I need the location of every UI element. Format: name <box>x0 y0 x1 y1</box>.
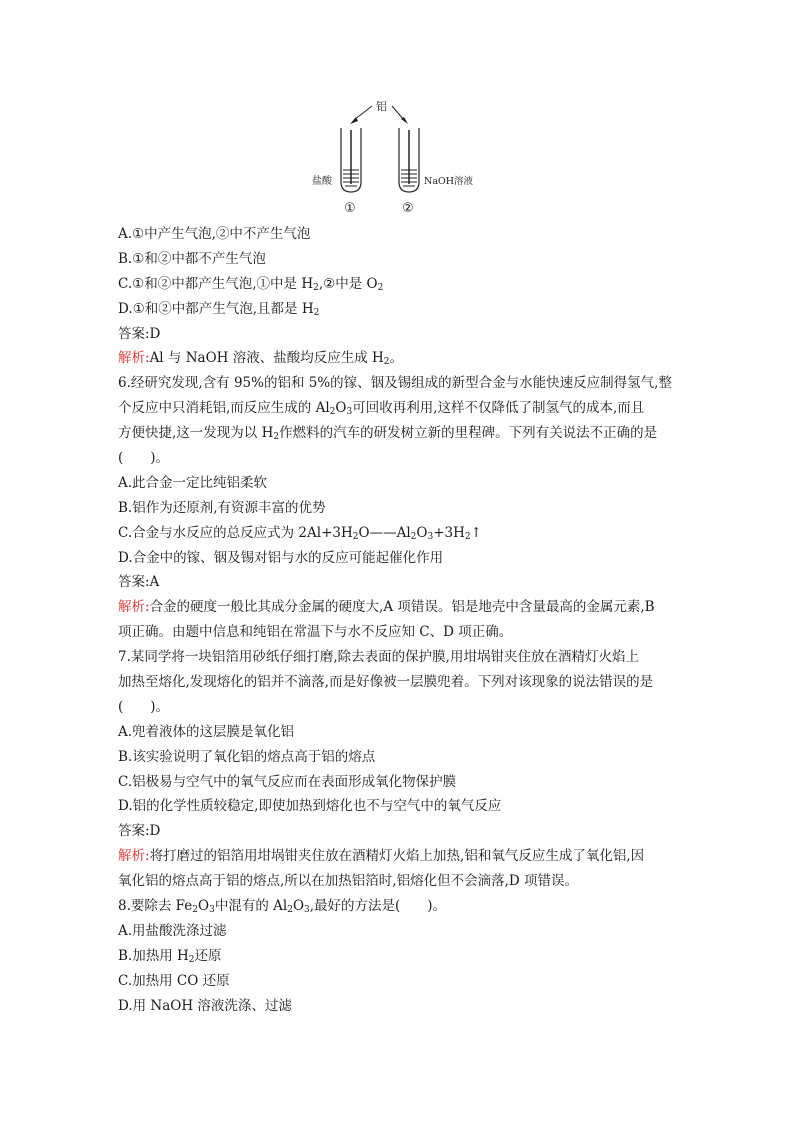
q8-option-d: D.用 NaOH 溶液洗涤、过滤 <box>118 997 292 1014</box>
test-tube-figure <box>300 98 474 218</box>
q5-option-d: D.①和②中都产生气泡,且都是 $H_2$ <box>118 300 320 318</box>
q5-analysis: 解析:Al 与 NaOH 溶液、盐酸均反应生成 $H_2$。 <box>118 350 404 368</box>
q6-stem-line1: 6.经研究发现,含有 95%的铝和 5%的镓、铟及锡组成的新型合金与水能快速反应制得氢气,整 <box>118 375 672 392</box>
analysis-label: 解析: <box>118 848 150 865</box>
q7-stem-line2: 加热至熔化,发现熔化的铝并不滴落,而是好像被一层膜兜着。下列对该现象的说法错误的是 <box>118 674 654 691</box>
tube-number-2: ② <box>402 201 414 216</box>
q7-answer: 答案:D <box>118 823 161 840</box>
q7-option-b: B.该实验说明了氧化铝的熔点高于铝的熔点 <box>118 748 376 765</box>
q7-option-a: A.兜着液体的这层膜是氧化铝 <box>118 723 295 740</box>
q8-option-a: A.用盐酸洗涤过滤 <box>118 922 227 939</box>
document-body <box>118 222 698 1019</box>
q6-analysis-line1: 解析:合金的硬度一般比其成分金属的硬度大,A 项错误。铝是地壳中含量最高的金属元素,B <box>118 599 655 616</box>
q6-answer: 答案:A <box>118 574 160 591</box>
q6-option-b: B.铝作为还原剂,有资源丰富的优势 <box>118 499 326 516</box>
analysis-label: 解析: <box>118 599 150 616</box>
test-tube-diagram <box>300 98 474 218</box>
q8-option-b: B.加热用 $H_2$还原 <box>118 947 222 965</box>
q6-option-a: A.此合金一定比纯铝柔软 <box>118 474 268 491</box>
q7-option-c: C.铝极易与空气中的氧气反应而在表面形成氧化物保护膜 <box>118 773 457 790</box>
q8-stem: 8.要除去 $Fe_2O_3$中混有的 $Al_2O_3$,最好的方法是( )。 <box>118 898 447 916</box>
q7-analysis-line1: 解析:将打磨过的铝箔用坩埚钳夹住放在酒精灯火焰上加热,铝和氧气反应生成了氧化铝,因 <box>118 848 645 865</box>
arrow-left <box>354 106 372 120</box>
analysis-label: 解析: <box>118 350 150 367</box>
tube-number-1: ① <box>344 201 356 216</box>
q5-option-c: C.①和②中都产生气泡,①中是 $H_2,②$中是 $O_2$ <box>118 275 384 293</box>
q6-analysis-line2: 项正确。由题中信息和纯铝在常温下与水不反应知 C、D 项正确。 <box>118 624 513 641</box>
q7-stem-line3: ( )。 <box>118 698 170 715</box>
q8-option-c: C.加热用 CO 还原 <box>118 972 230 989</box>
hydrochloric-acid-label: 盐酸 <box>312 176 332 187</box>
q6-stem-line4: ( )。 <box>118 450 170 467</box>
q6-stem-line3: 方便快捷,这一发现为以 $H_2$作燃料的汽车的研发树立新的里程碑。下列有关说法不正确的是 <box>118 425 658 443</box>
naoh-solution-label: NaOH溶液 <box>424 176 474 187</box>
q6-option-d: D.合金中的镓、铟及锡对铝与水的反应可能起催化作用 <box>118 549 444 566</box>
q6-option-c: C.合金与水反应的总反应式为 $2Al+3H_2O——Al_2O_3+3H_2↑$ <box>118 524 482 542</box>
q7-option-d: D.铝的化学性质较稳定,即使加热到熔化也不与空气中的氧气反应 <box>118 798 502 815</box>
arrow-right <box>392 106 404 120</box>
aluminum-label: 铝 <box>376 100 387 113</box>
q5-option-b: B.①和②中都不产生气泡 <box>118 250 266 267</box>
q5-answer: 答案:D <box>118 325 161 342</box>
q7-stem-line1: 7.某同学将一块铝箔用砂纸仔细打磨,除去表面的保护膜,用坩埚钳夹住放在酒精灯火焰上 <box>118 649 639 666</box>
q6-stem-line2: 个反应中只消耗铝,而反应生成的 $Al_2O_3$可回收再利用,这样不仅降低了制氢气的成本,而且 <box>118 400 645 418</box>
q5-option-a: A.①中产生气泡,②中不产生气泡 <box>118 226 311 242</box>
q7-analysis-line2: 氧化铝的熔点高于铝的熔点,所以在加热铝箔时,铝熔化但不会滴落,D 项错误。 <box>118 873 578 890</box>
